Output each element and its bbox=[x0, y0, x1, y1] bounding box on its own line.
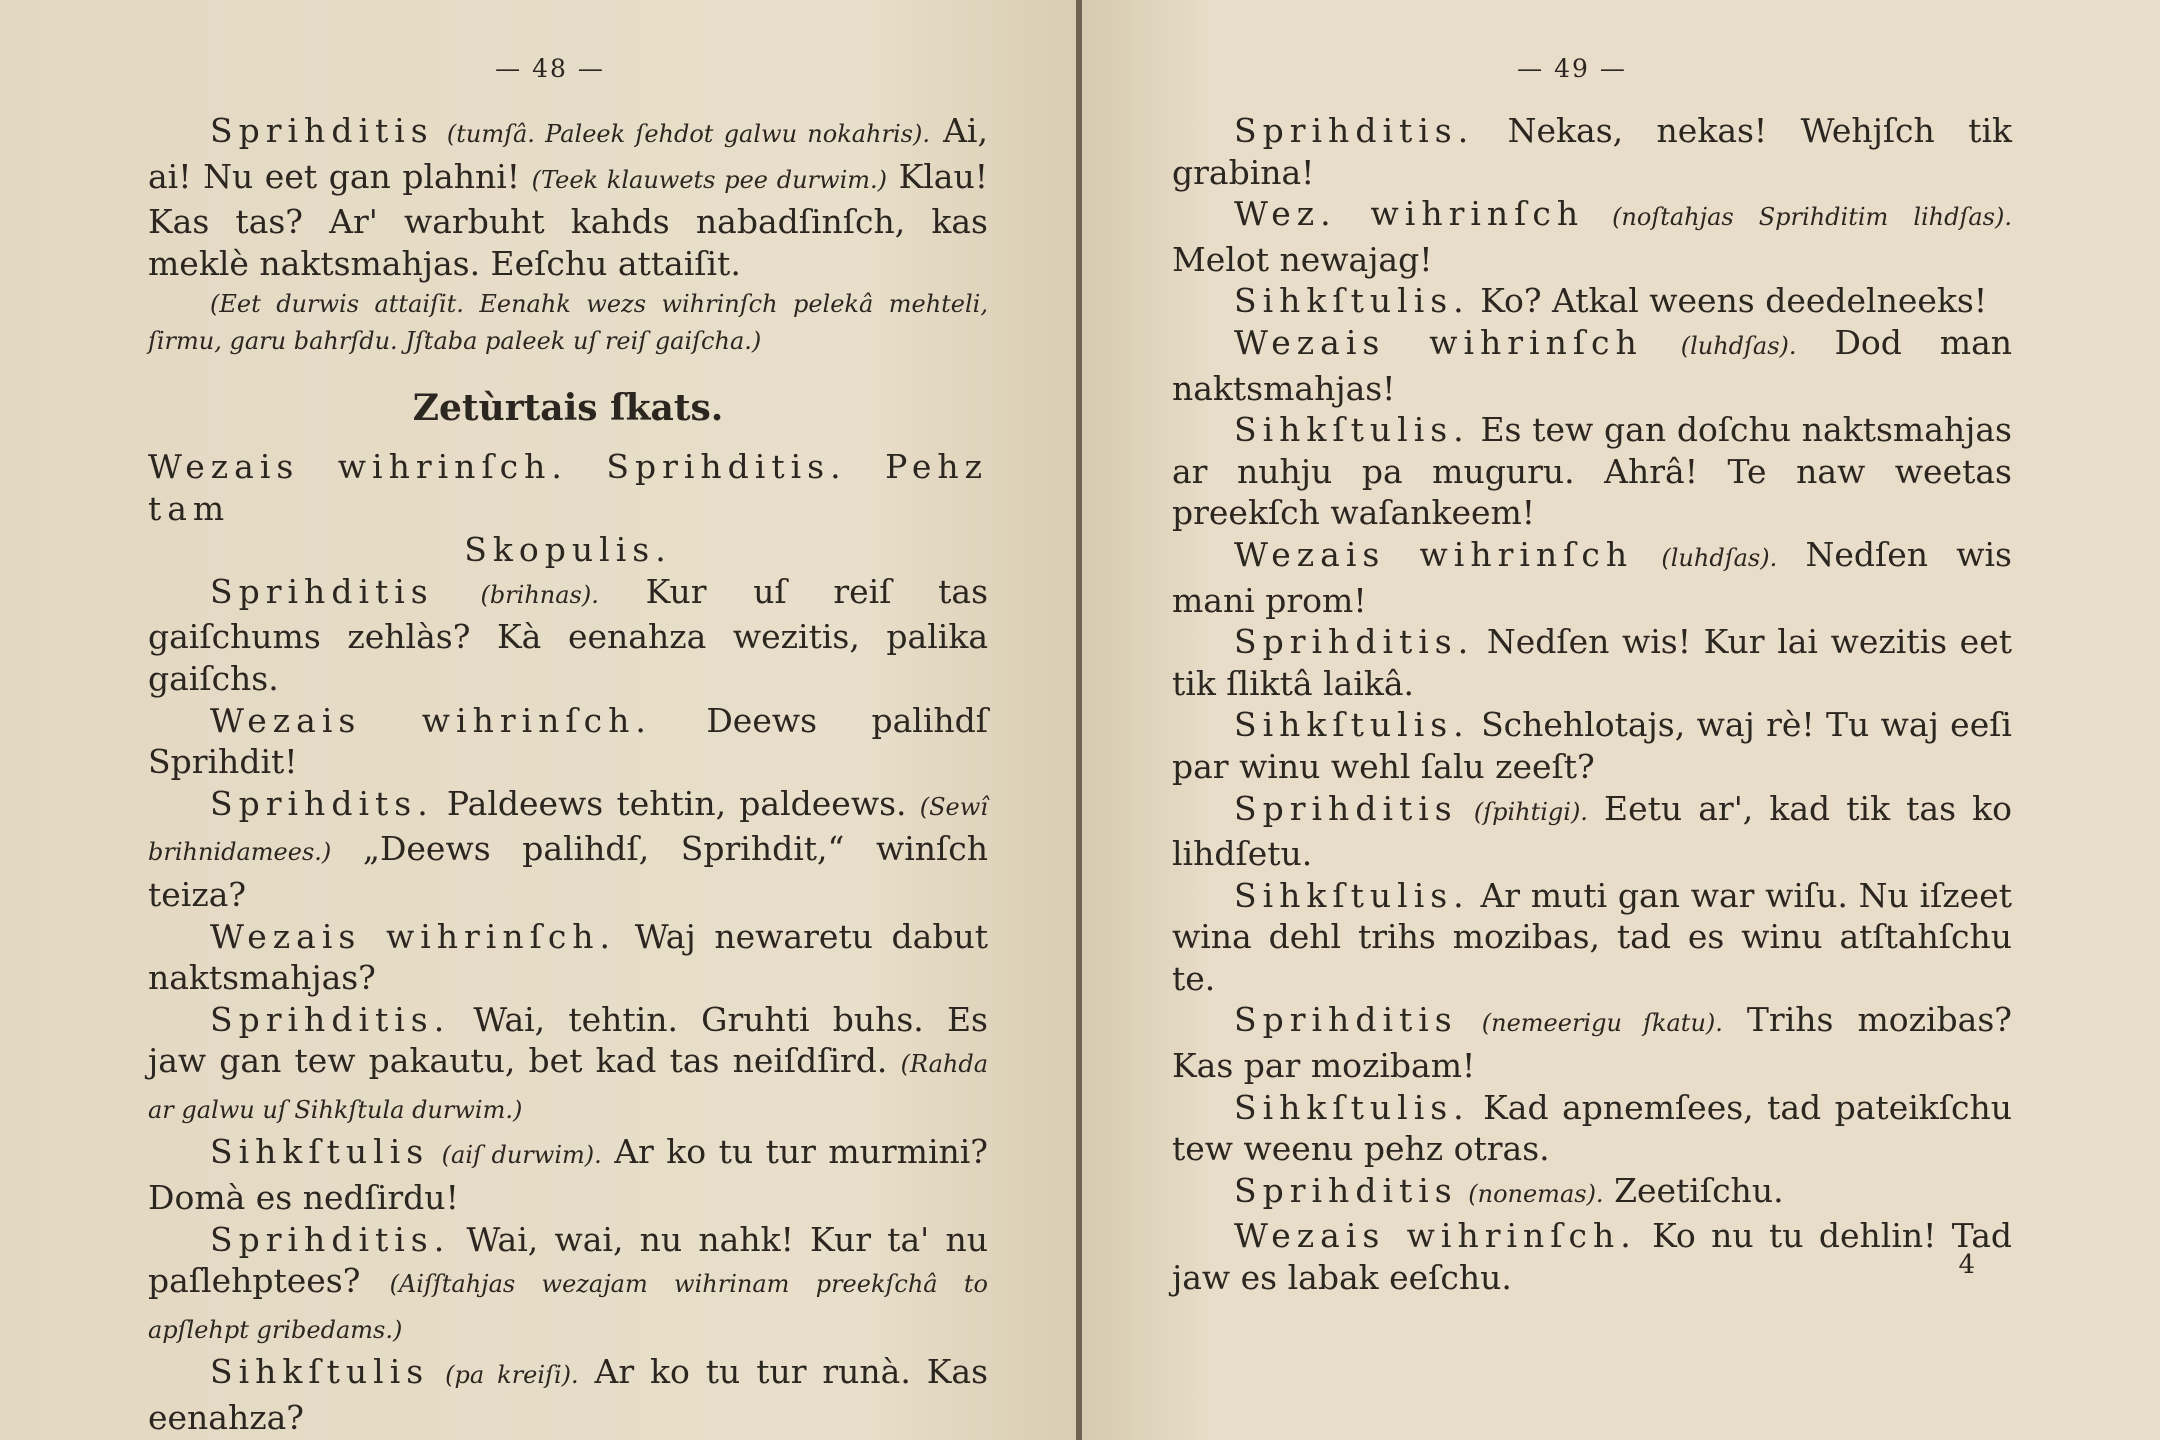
speech-line: Sprihditis (nemeerigu ſkatu). Trihs mozibas? Kas par mozibam! bbox=[1172, 1000, 2012, 1086]
page-number-right: — 49 — bbox=[1517, 54, 1627, 83]
signature-mark: 4 bbox=[1958, 1250, 1975, 1280]
stage-direction: (Eet durwis attaiſit. Eenahk wezs wihrinſch pelekâ mehteli, ſirmu, garu bahrſdu. Jſtaba paleek uſ reiſ gaiſcha.) bbox=[148, 290, 988, 356]
left-page bbox=[0, 0, 1078, 1440]
left-page-text bbox=[148, 110, 988, 1439]
speech-line: Sihkſtulis. Es tew gan doſchu naktsmahjas ar nuhju pa muguru. Ahrâ! Te naw weetas preekſch waſankeem! bbox=[1172, 410, 2012, 533]
cast-list: Wezais wihrinſch. Sprihditis. Pehz tam bbox=[148, 446, 988, 528]
right-page bbox=[1082, 0, 2160, 1440]
speech-line: Wezais wihrinſch. Ko nu tu dehlin! Tad jaw es labak eeſchu. bbox=[1172, 1216, 2012, 1298]
right-page-text bbox=[1172, 110, 2012, 1299]
speech-line: Sprihditis. Wai, tehtin. Gruhti buhs. Es jaw gan tew pakautu, bet kad tas neiſdſird. (Rahda ar galwu uſ Sihkſtula durwim.) bbox=[148, 999, 988, 1124]
speech-line: Sihkſtulis (pa kreiſi). Ar ko tu tur runà. Kas eenahza? bbox=[148, 1352, 989, 1438]
speech-line: Sihkſtulis. Kad apnemſees, tad pateikſchu tew weenu pehz otras. bbox=[1172, 1087, 2012, 1169]
speech-line: Sprihdits. Paldeews tehtin, paldeews. (Sewî brihnidamees.) „Deews palihdſ, Sprihdit,“ winſch teiza? bbox=[148, 783, 988, 914]
speech-line: Wezais wihrinſch. Deews palihdſ Sprihdit! bbox=[148, 700, 989, 782]
speech-line: Wezais wihrinſch. Waj newaretu dabut naktsmahjas? bbox=[148, 916, 988, 998]
speech-line: Sprihditis. Nedſen wis! Kur lai wezitis eet tik ſliktâ laikâ. bbox=[1172, 622, 2012, 703]
speech-line: Sprihditis (tumſâ. Paleek ſehdot galwu nokahris). Ai, ai! Nu eet gan plahni! (Teek klauwets pee durwim.) Klau! Kas tas? Ar' warbuht kahds nabadſinſch, kas meklè naktsmahjas. Eeſchu attaiſit. bbox=[148, 111, 988, 283]
speech-line: Sihkſtulis. Ar muti gan war wiſu. Nu iſzeet wina dehl trihs mozibas, tad es winu atſtahſchu te. bbox=[1172, 875, 2012, 998]
speech-line: Sprihditis. Wai, wai, nu nahk! Kur ta' nu paſlehptees? (Aiſſtahjas wezajam wihrinam preekſchâ to apſlehpt gribedams.) bbox=[148, 1219, 988, 1344]
speech-line: Sihkſtulis (aiſ durwim). Ar ko tu tur murmini? Domà es nedſirdu! bbox=[148, 1132, 988, 1218]
speech-line: Wezais wihrinſch (luhdſas). Dod man naktsmahjas! bbox=[1172, 322, 2012, 408]
speech-line: Sprihditis (brihnas). Kur uſ reiſ tas gaiſchums zehlàs? Kà eenahza wezitis, palika gaiſchs. bbox=[148, 571, 988, 698]
scene-heading: Zetùrtais ſkats. bbox=[412, 387, 724, 430]
speech-line: Wez. wihrinſch (noſtahjas Sprihditim lihdſas). Melot newajag! bbox=[1172, 194, 2012, 279]
speech-line: Sprihditis (ſpihtigi). Eetu ar', kad tik tas ko lihdſetu. bbox=[1172, 788, 2012, 874]
speech-line: Sihkſtulis. Ko? Atkal weens deedelneeks! bbox=[1234, 281, 1988, 321]
speech-line: Wezais wihrinſch (luhdſas). Nedſen wis mani prom! bbox=[1172, 534, 2012, 620]
cast-list-continued: Skopulis. bbox=[464, 530, 672, 570]
speech-line: Sprihditis. Nekas, nekas! Wehjſch tik grabina! bbox=[1172, 111, 2012, 192]
speech-line: Sprihditis (nonemas). Zeetiſchu. bbox=[1234, 1170, 1784, 1210]
page-number-left: — 48 — bbox=[495, 54, 605, 83]
speech-line: Sihkſtulis. Schehlotajs, waj rè! Tu waj eeſi par winu wehl ſalu zeeſt? bbox=[1172, 705, 2012, 786]
